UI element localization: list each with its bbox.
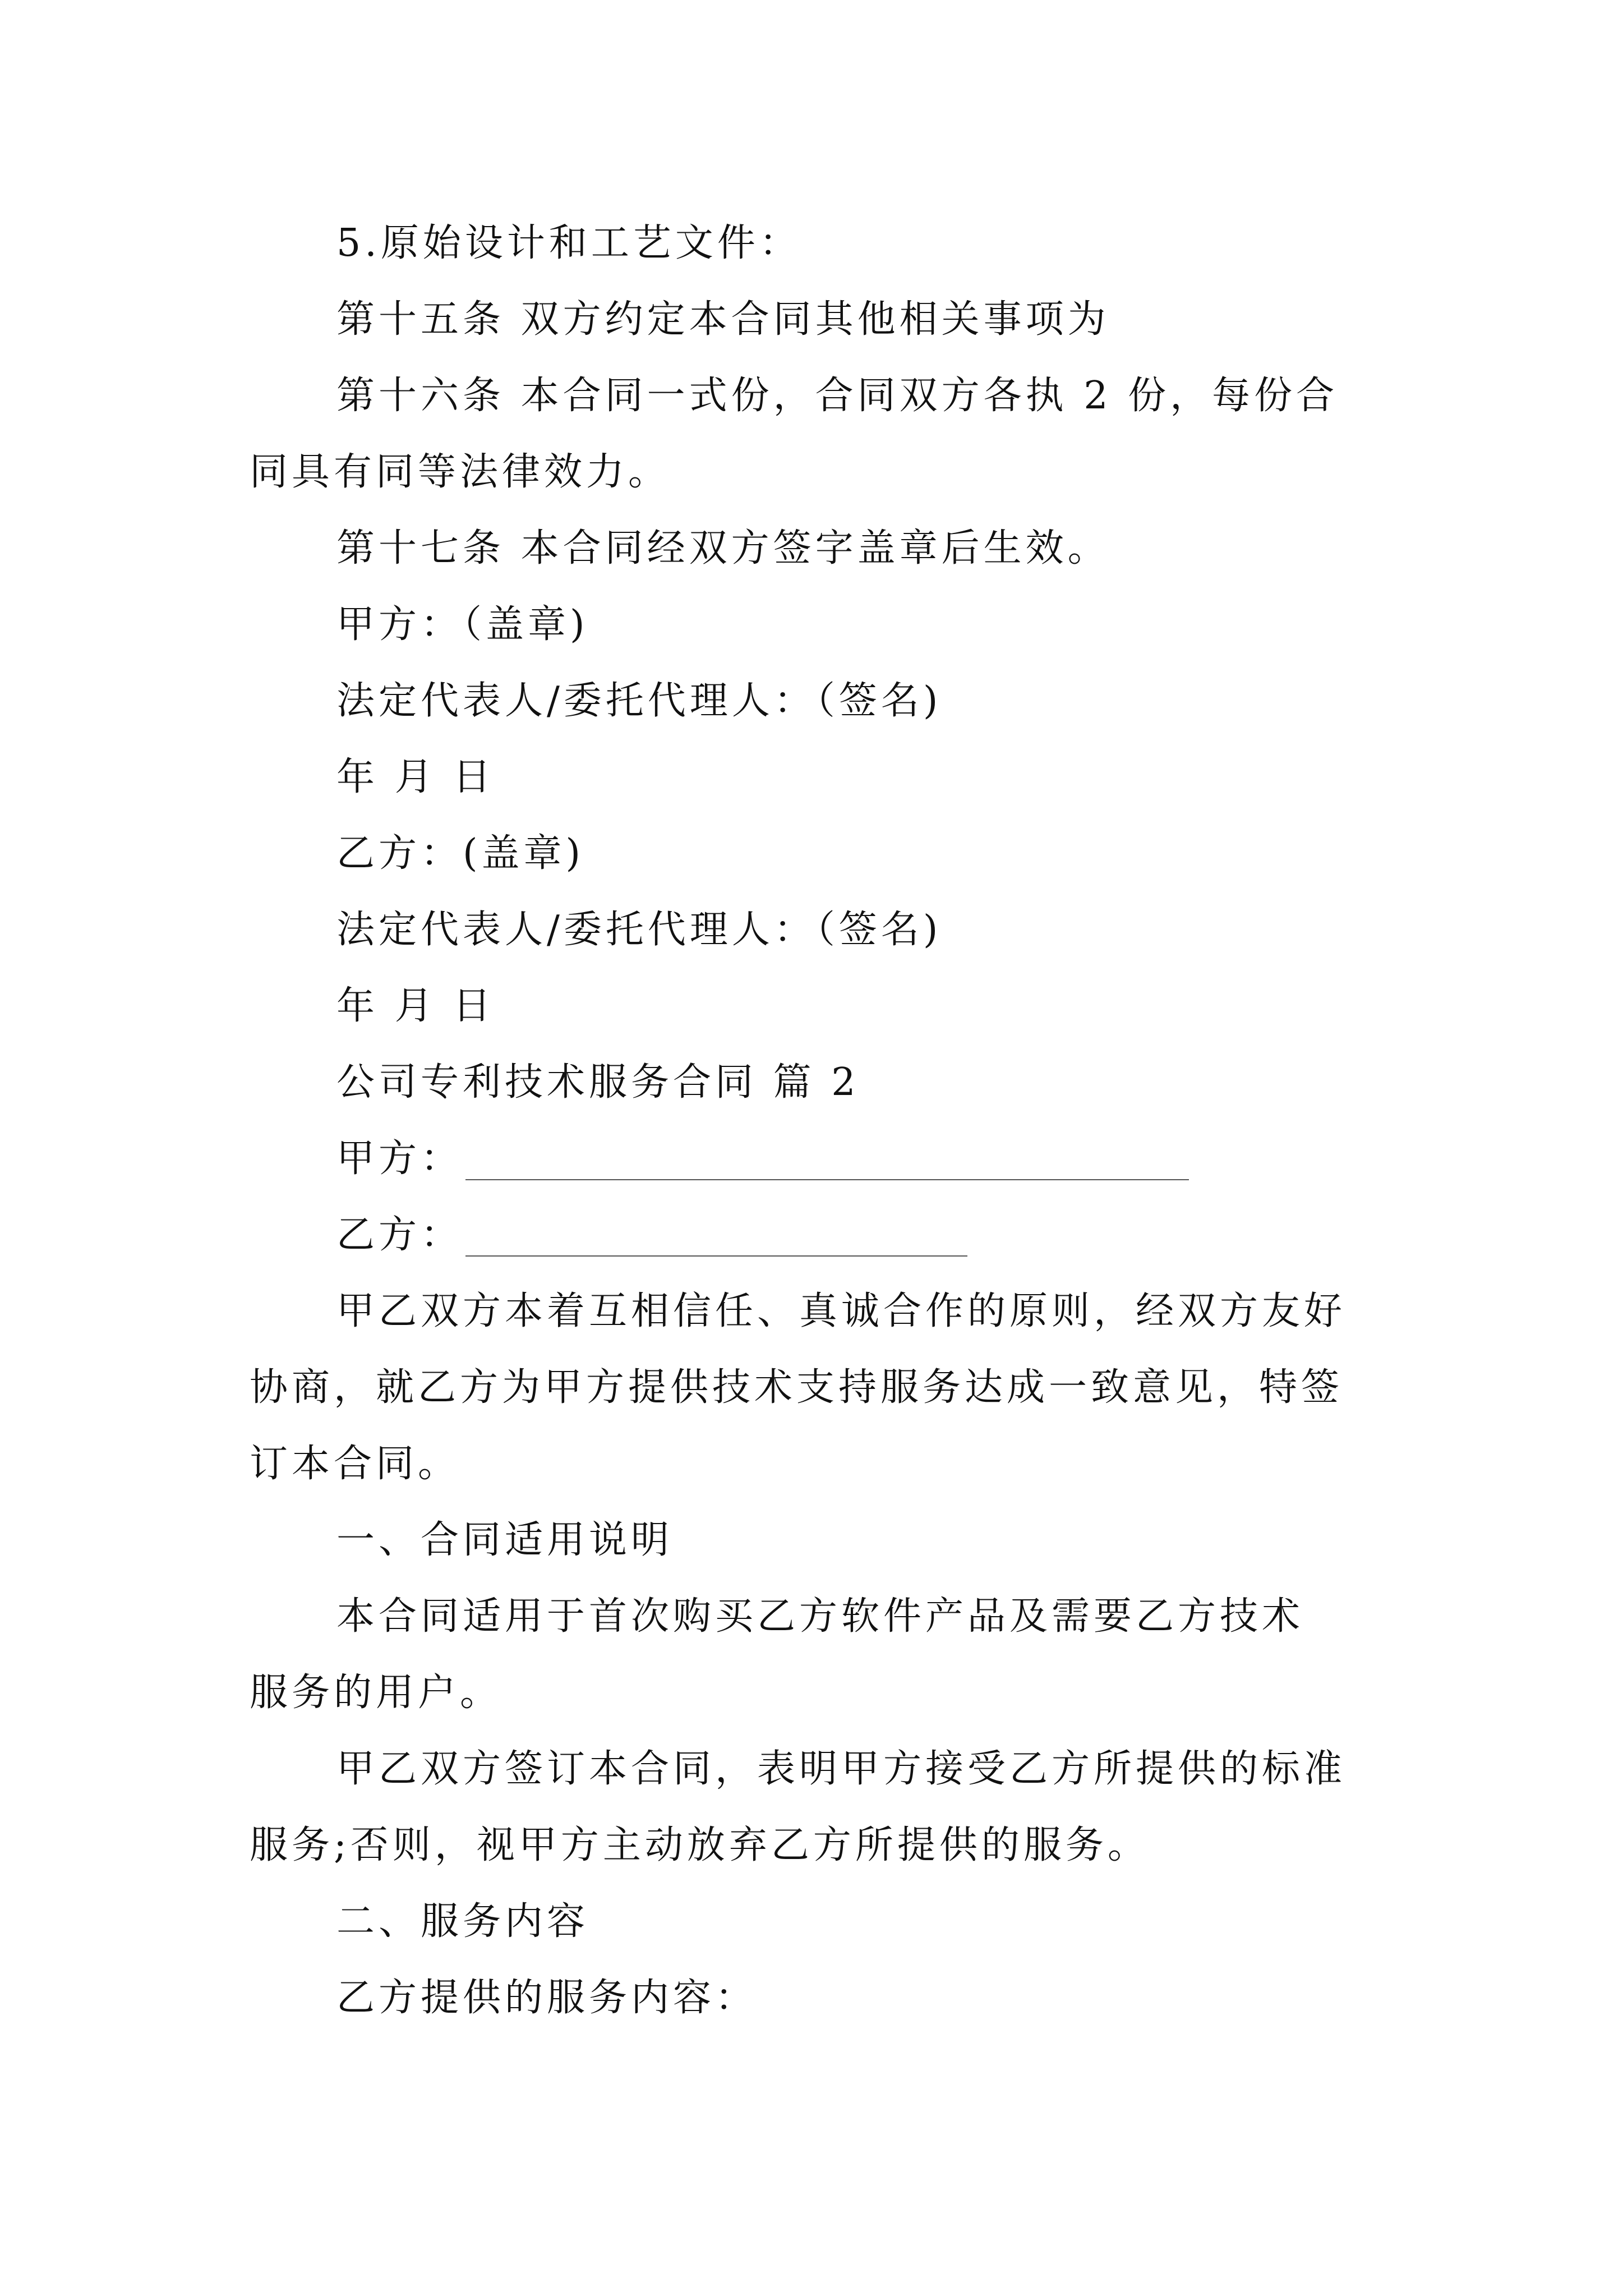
text-line: 同具有同等法律效力。 [250, 450, 671, 494]
paragraph-line: 服务;否则，视甲方主动放弃乙方所提供的服务。 [250, 1823, 1150, 1867]
party-b-date: 年 月 日 [336, 984, 495, 1028]
paragraph-line: 本合同适用于首次购买乙方软件产品及需要乙方技术 [336, 1594, 1304, 1639]
party-a-label: 甲方： [336, 1137, 463, 1181]
article-17: 第十七条 本合同经双方签字盖章后生效。 [336, 526, 1110, 570]
party-b-seal: 乙方：(盖章) [336, 831, 585, 876]
party-a-seal: 甲方：（盖章) [336, 602, 589, 647]
party-a-blank [465, 1179, 1189, 1180]
article-15: 第十五条 双方约定本合同其他相关事项为 [336, 297, 1110, 342]
section-heading: 一、合同适用说明 [336, 1518, 674, 1562]
party-b-blank [465, 1255, 967, 1257]
text-line: 5.原始设计和工艺文件： [336, 221, 801, 265]
paragraph-line: 乙方提供的服务内容： [336, 1976, 758, 2020]
party-b-representative: 法定代表人/委托代理人：（签名) [336, 908, 942, 952]
paragraph-line: 订本合同。 [250, 1442, 460, 1486]
paragraph-line: 甲乙双方本着互相信任、真诚合作的原则，经双方友好 [336, 1289, 1347, 1333]
section-heading: 二、服务内容 [336, 1899, 589, 1944]
section-title: 公司专利技术服务合同 篇 2 [336, 1060, 860, 1105]
party-a-date: 年 月 日 [336, 755, 495, 799]
paragraph-line: 协商，就乙方为甲方提供技术支持服务达成一致意见，特签 [250, 1365, 1344, 1410]
paragraph-line: 服务的用户。 [250, 1671, 502, 1715]
party-b-label: 乙方： [336, 1213, 463, 1257]
paragraph-line: 甲乙双方签订本合同，表明甲方接受乙方所提供的标准 [336, 1747, 1347, 1791]
article-16: 第十六条 本合同一式份，合同双方各执 2 份，每份合 [336, 374, 1339, 418]
party-a-representative: 法定代表人/委托代理人：（签名) [336, 679, 942, 723]
